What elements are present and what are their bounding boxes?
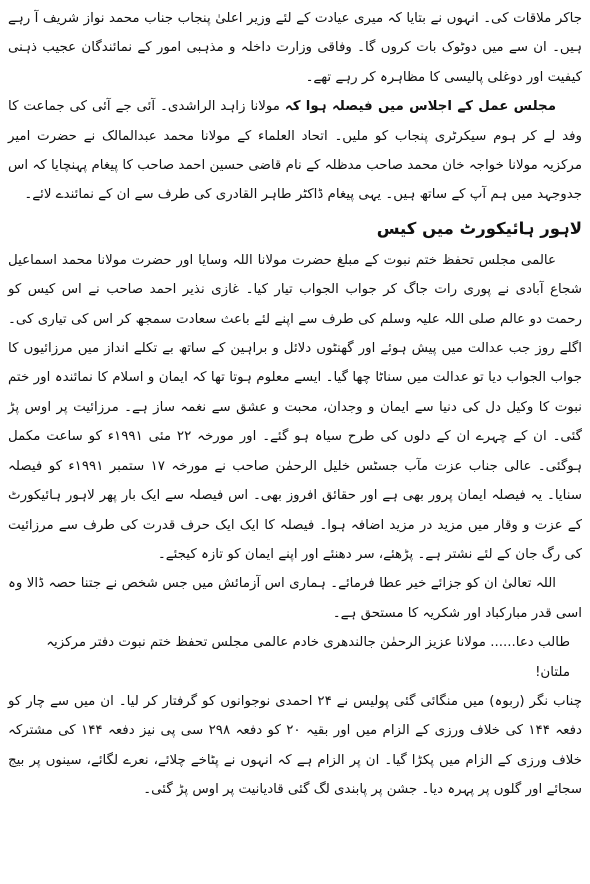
paragraph-gratitude: اللہ تعالیٰ ان کو جزائے خیر عطا فرمائے۔ ہماری اس آزمائش میں جس شخص نے جتنا حصہ ڈالا وہ اسی قدر مبارکباد اور شکریہ کا مستحق ہے۔: [8, 576, 582, 621]
paragraph-lead-phrase: مجلس عمل کے اجلاس میں فیصلہ ہوا کہ: [284, 99, 556, 115]
document-page: [8, 4, 582, 878]
paragraph-arrests: چناب نگر (ربوہ) میں منگائی گئی پولیس نے ۲۴ احمدی نوجوانوں کو گرفتار کر لیا۔ ان میں سے چار کو دفعہ ۱۴۴ کی خلاف ورزی کے الزام میں اور بقیہ ۲۰ کو دفعہ ۲۹۸ سی پی نیز دفعہ ۱۴۴ کی مشترکہ خلاف ورزی کے الزام میں پکڑا گیا۔ ان پر الزام ہے کہ انہوں نے پٹاخے چلائے، نعرے لگائے، سینوں پر بیج سجائے اور گلوں پر پہرہ دیا۔ جشن پر پابندی لگ گئی قادیانیت پر اوس پڑ گئی۔: [8, 693, 582, 798]
paragraph-meeting-visit: جاکر ملاقات کی۔ انہوں نے بتایا کہ میری عیادت کے لئے وزیر اعلیٰ پنجاب جناب محمد نواز شریف آ رہے ہیں۔ ان سے میں دوٹوک بات کروں گا۔ وفاقی وزارت داخلہ و مذہبی امور کے نمائندگان عجیب ذہنی کیفیت اور دوغلی پالیسی کا مظاہرہ کر رہے تھے۔: [8, 11, 582, 85]
signature-line: طالب دعا...... مولانا عزیز الرحمٰن جالندھری خادم عالمی مجلس تحفظ ختم نبوت دفتر مرکزیہ ملتان!: [46, 635, 570, 680]
paragraph-court-case: عالمی مجلس تحفظ ختم نبوت کے مبلغ حضرت مولانا اللہ وسایا اور حضرت مولانا محمد اسماعیل شجاع آبادی نے پوری رات جاگ کر جواب الجواب تیار کیا۔ غازی نذیر احمد صاحب نے اس کیس کو رحمت دو عالم صلی اللہ علیہ وسلم کی طرف سے اپنے لئے باعث سعادت سمجھ کر اس کی تیاری کی۔ اگلے روز جب عدالت میں پیش ہوئے اور گھنٹوں دلائل و براہین کے ساتھ بے تکلے انداز میں مرزائیوں کا جواب الجواب دیا تو عدالت میں سناٹا چھا گیا۔ ایسے معلوم ہوتا تھا کہ ایمان و اسلام کا نمائندہ اور ختم نبوت کا وکیل دل کی دنیا سے ایمان و وجدان، محبت و عشق سے نغمہ ساز ہے۔ مرزائیت پر اوس پڑ گئی۔ ان کے چہرے ان کے دلوں کی طرح سیاہ ہو گئے۔ اور مورخہ ۲۲ مئی ۱۹۹۱ء کو ساعت مکمل ہوگئی۔ عالی جناب عزت مآب جسٹس خلیل الرحمٰن صاحب نے مورخہ ۱۷ ستمبر ۱۹۹۱ء کو فیصلہ سنایا۔ یہ فیصلہ ایمان پرور بھی ہے اور حقائق افروز بھی۔ اس فیصلہ سے ایک بار پھر لاہور ہائیکورٹ کے عزت و وقار میں مزید در مزید اضافہ ہوا۔ فیصلہ کا ایک ایک حرف قدرت کی طرف سے مرزائیت کی رگ جان کے لئے نشتر ہے۔ پڑھئے، سر دھنئے اور اپنے ایمان کو تازہ کیجئے۔: [8, 252, 583, 562]
paragraph-action-committee: [8, 92, 582, 210]
paragraph-action-committee-body: مولانا زاہد الراشدی۔ آئی جے آئی کی جماعت کا وفد لے کر ہوم سیکرٹری پنجاب کو ملیں۔ اتحاد العلماء کے مولانا محمد عبدالمالک نے حضرت امیر مرکزیہ مولانا خواجہ خان محمد صاحب مدظلہ کے نام قاضی حسین احمد صاحب کا پیغام پہنچایا کہ اس جدوجہد میں ہم آپ کے ساتھ ہیں۔ یہی پیغام ڈاکٹر طاہر القادری کی طرف سے ان کے نمائندے لائے۔: [8, 99, 582, 203]
section-heading: لاہور ہائیکورٹ میں کیس: [376, 218, 582, 238]
